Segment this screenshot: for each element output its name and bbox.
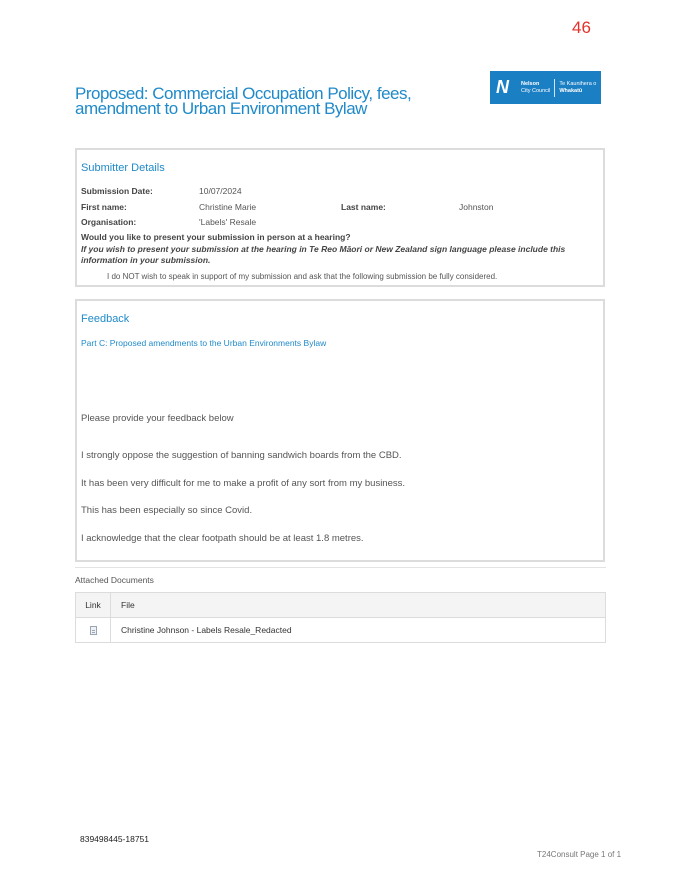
attached-documents-label: Attached Documents <box>75 575 154 585</box>
submitter-details-panel <box>75 148 605 287</box>
last-name-value: Johnston <box>459 202 494 212</box>
submission-date-label: Submission Date: <box>81 186 153 196</box>
submission-date-value: 10/07/2024 <box>199 186 242 196</box>
submitter-details-heading: Submitter Details <box>81 162 165 174</box>
attachments-header-row <box>76 593 605 618</box>
logo-divider <box>554 79 555 97</box>
logo-line-nelson: Nelson <box>521 81 540 87</box>
feedback-paragraph: I acknowledge that the clear footpath should be at least 1.8 metres. <box>81 533 364 544</box>
feedback-prompt: Please provide your feedback below <box>81 413 234 424</box>
feedback-panel <box>75 299 605 562</box>
attachment-file-name: Christine Johnson - Labels Resale_Redacted <box>121 625 292 635</box>
logo-mark-icon: N <box>496 77 509 97</box>
hearing-answer: I do NOT wish to speak in support of my submission and ask that the following submission be fully considered. <box>107 272 498 281</box>
feedback-paragraph: I strongly oppose the suggestion of banning sandwich boards from the CBD. <box>81 450 402 461</box>
feedback-part-title: Part C: Proposed amendments to the Urban Environments Bylaw <box>81 338 327 348</box>
logo-line-whakatu: Whakatū <box>559 87 583 94</box>
logo-line-city-council: City Council <box>521 87 551 94</box>
organisation-label: Organisation: <box>81 217 137 227</box>
link-column-header: Link <box>76 593 111 617</box>
document-icon[interactable] <box>90 626 97 635</box>
first-name-label: First name: <box>81 202 127 212</box>
table-row <box>76 618 605 642</box>
council-logo <box>490 71 601 104</box>
hearing-note: If you wish to present your submission at the hearing in Te Reo Māori or New Zealand sign language please include this information in your submission. <box>81 244 566 265</box>
last-name-label: Last name: <box>341 202 386 212</box>
attachment-link[interactable] <box>76 618 111 642</box>
document-id: 839498445-18751 <box>80 834 150 844</box>
page-title: Proposed: Commercial Occupation Policy, fees, amendment to Urban Environment Bylaw <box>75 84 412 118</box>
first-name-value: Christine Marie <box>199 202 257 212</box>
hearing-question: Would you like to present your submission in person at a hearing? <box>81 232 351 242</box>
logo-text-english <box>521 81 550 94</box>
page-number: 46 <box>572 18 591 37</box>
file-column-header: File <box>121 600 135 610</box>
feedback-paragraph: This has been especially so since Covid. <box>81 505 253 516</box>
organisation-value: 'Labels' Resale <box>199 217 257 227</box>
attachments-divider <box>75 567 606 568</box>
attachments-table <box>75 592 606 643</box>
page-footer: T24Consult Page 1 of 1 <box>537 850 622 859</box>
feedback-heading: Feedback <box>81 313 130 325</box>
logo-line-te-kaunihera: Te Kaunihera o <box>559 81 597 87</box>
logo-text-maori <box>559 81 596 94</box>
feedback-paragraph: It has been very difficult for me to make a profit of any sort from my business. <box>81 478 406 489</box>
